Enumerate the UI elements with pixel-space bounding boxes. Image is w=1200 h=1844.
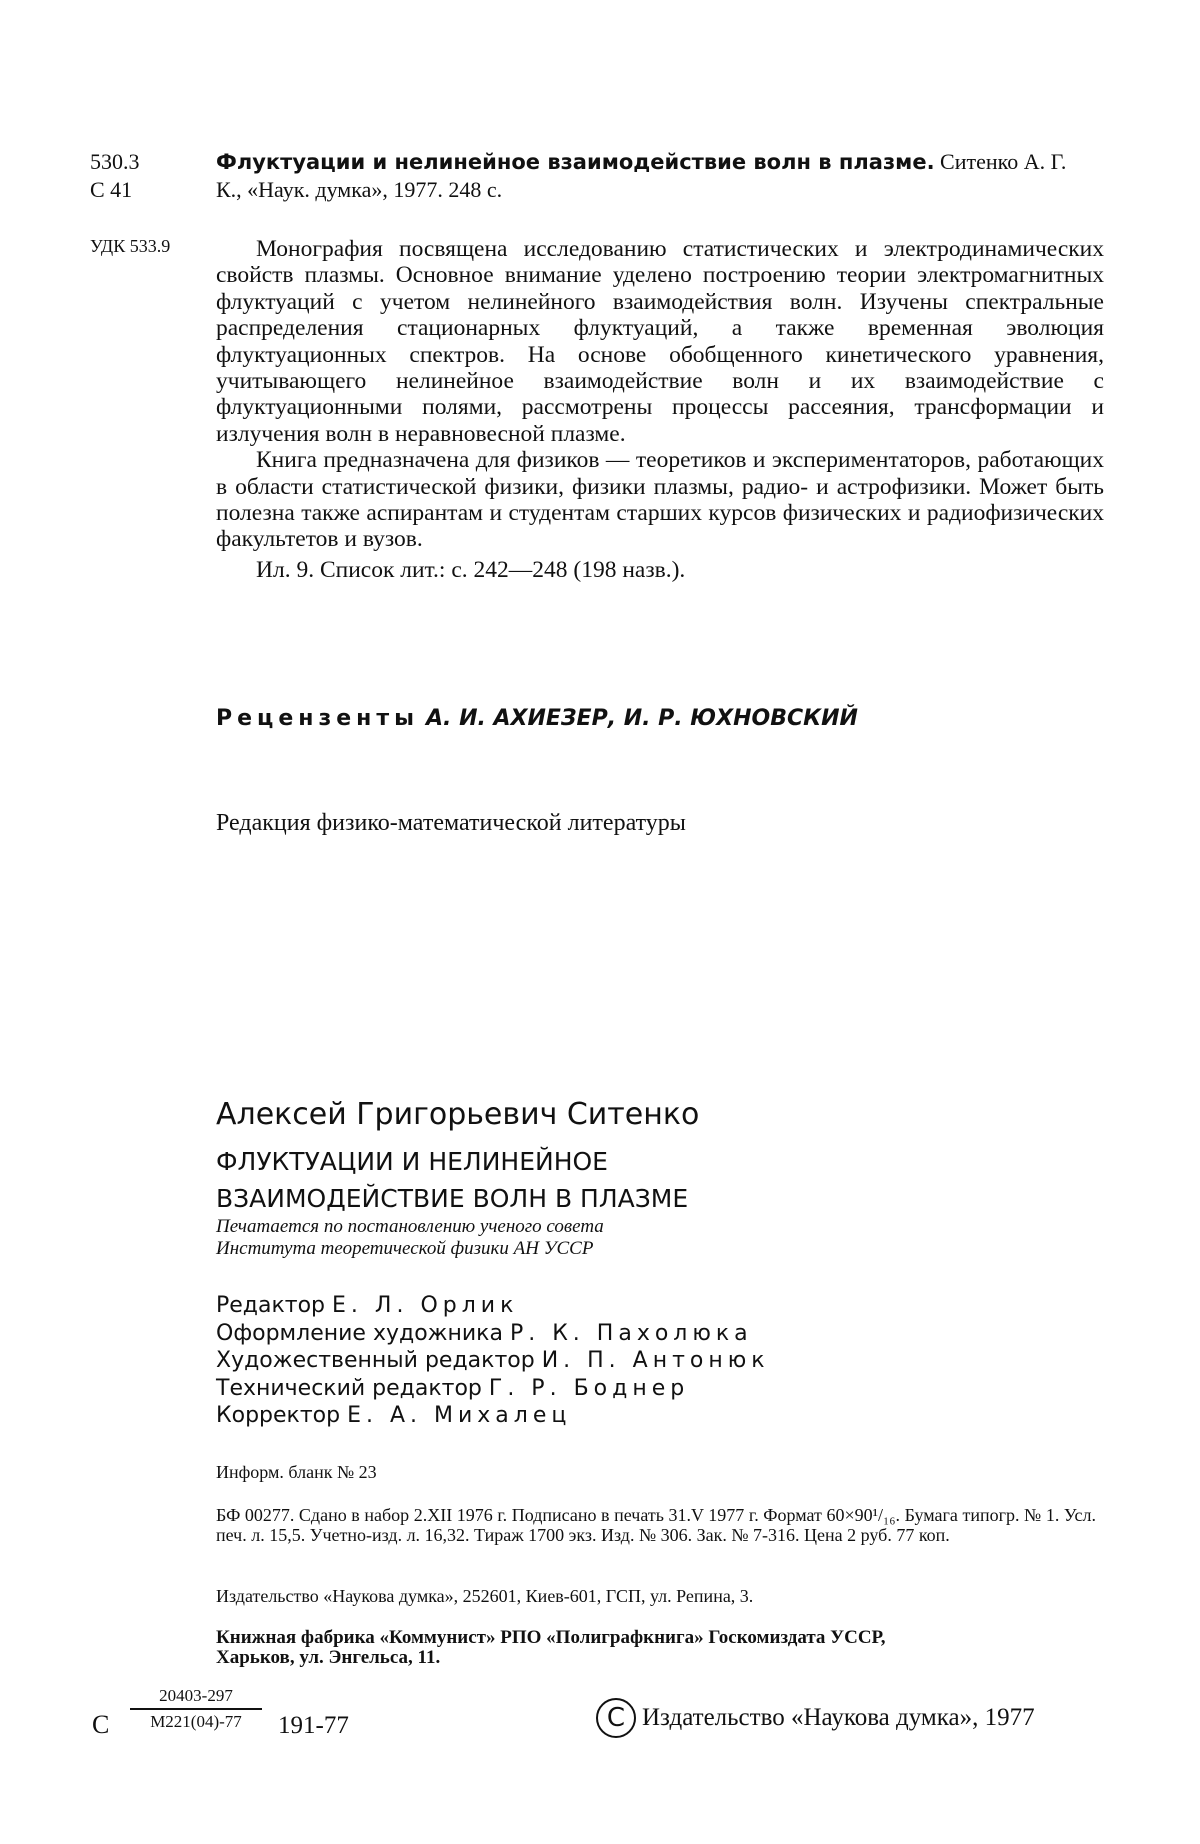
staff-name: Р. К. Пахолюка (510, 1321, 753, 1346)
approval-line-1: Печатается по постановлению ученого совета (216, 1216, 604, 1238)
class-code-bbk: 530.3 (90, 148, 140, 176)
class-codes (90, 148, 140, 204)
index-numerator: 20403-297 (130, 1686, 262, 1710)
staff-role: Редактор (216, 1293, 325, 1318)
staff-role: Художественный редактор (216, 1348, 535, 1373)
abstract (216, 236, 1104, 583)
approval-note (216, 1216, 604, 1260)
illustrations-note: Ил. 9. Список лит.: с. 242—248 (198 назв.). (216, 557, 1104, 583)
staff-name: И. П. Антонюк (542, 1348, 770, 1373)
publisher-address: Издательство «Наукова думка», 252601, Киев-601, ГСП, ул. Репина, 3. (216, 1586, 753, 1607)
staff-row (216, 1402, 770, 1430)
book-author: Алексей Григорьевич Ситенко (216, 1097, 699, 1132)
copyright-icon: C (596, 1698, 636, 1738)
printer-info (216, 1628, 1111, 1668)
abstract-paragraph-2: Книга предназначена для физиков — теоретиков и экспериментаторов, работающих в области статистической физики, физики плазмы, радио- и астрофизики. Может быть полезна также аспирантам и студентам старших курсов физических и радиофизических факультетов и вузов. (216, 447, 1104, 553)
reviewers (216, 706, 858, 731)
index-letter: С (92, 1710, 109, 1740)
reviewers-names: А. И. АХИЕЗЕР, И. Р. ЮХНОВСКИЙ (426, 706, 858, 731)
header-book-title: Флуктуации и нелинейное взаимодействие волн в плазме. (216, 150, 935, 174)
book-title (216, 1143, 688, 1217)
printer-line-2: Харьков, ул. Энгельса, 11. (216, 1648, 1111, 1668)
printing-details: БФ 00277. Сдано в набор 2.XII 1976 г. Подписано в печать 31.V 1977 г. Формат 60×90¹/₁₆. Бумага типогр. № 1. Усл. печ. л. 15,5. Учетно-изд. л. 16,32. Тираж 1700 экз. Изд. № 306. Зак. № 7-316. Цена 2 руб. 77 коп. (216, 1505, 1096, 1545)
staff-row (216, 1320, 770, 1348)
index-denominator: М221(04)-77 (130, 1710, 262, 1732)
staff-role: Корректор (216, 1403, 340, 1428)
header-author: Ситенко А. Г. (935, 149, 1067, 174)
order-code: 191-77 (278, 1712, 349, 1740)
staff-role: Технический редактор (216, 1376, 482, 1401)
staff-row (216, 1375, 770, 1403)
udk-code: УДК 533.9 (90, 236, 170, 257)
staff-name: Е. Л. Орлик (332, 1293, 518, 1318)
class-code-author-mark: С 41 (90, 176, 140, 204)
staff-name: Е. А. Михалец (347, 1403, 571, 1428)
staff-name: Г. Р. Боднер (489, 1376, 689, 1401)
copyright-text: Издательство «Наукова думка», 1977 (642, 1704, 1035, 1732)
index-fraction (130, 1686, 262, 1732)
printer-line-1: Книжная фабрика «Коммунист» РПО «Полиграфкнига» Госкомиздата УССР, (216, 1628, 1111, 1648)
staff-list (216, 1292, 770, 1430)
book-title-line-1: ФЛУКТУАЦИИ И НЕЛИНЕЙНОЕ (216, 1143, 688, 1180)
staff-row (216, 1292, 770, 1320)
inform-blank: Информ. бланк № 23 (216, 1462, 377, 1483)
abstract-paragraph-1: Монография посвящена исследованию статистических и электродинамических свойств плазмы. Основное внимание уделено построению теории электромагнитных флуктуаций с учетом нелинейного взаимодействия волн. Изучены спектральные распределения стационарных флуктуаций, а также временная эволюция флуктуационных спектров. На основе обобщенного кинетического уравнения, учитывающего нелинейное взаимодействие волн и их взаимодействие с флуктуационными полями, рассмотрены процессы рассеяния, трансформации и излучения волн в неравновесной плазме. (216, 236, 1104, 447)
staff-role: Оформление художника (216, 1321, 503, 1346)
bibliographic-header (216, 148, 1116, 204)
reviewers-label: Рецензенты (216, 706, 419, 731)
header-publication: К., «Наук. думка», 1977. 248 с. (216, 177, 502, 202)
approval-line-2: Института теоретической физики АН УССР (216, 1238, 604, 1260)
editorial-office: Редакция физико-математической литературы (216, 810, 686, 837)
book-title-line-2: ВЗАИМОДЕЙСТВИЕ ВОЛН В ПЛАЗМЕ (216, 1180, 688, 1217)
staff-row (216, 1347, 770, 1375)
